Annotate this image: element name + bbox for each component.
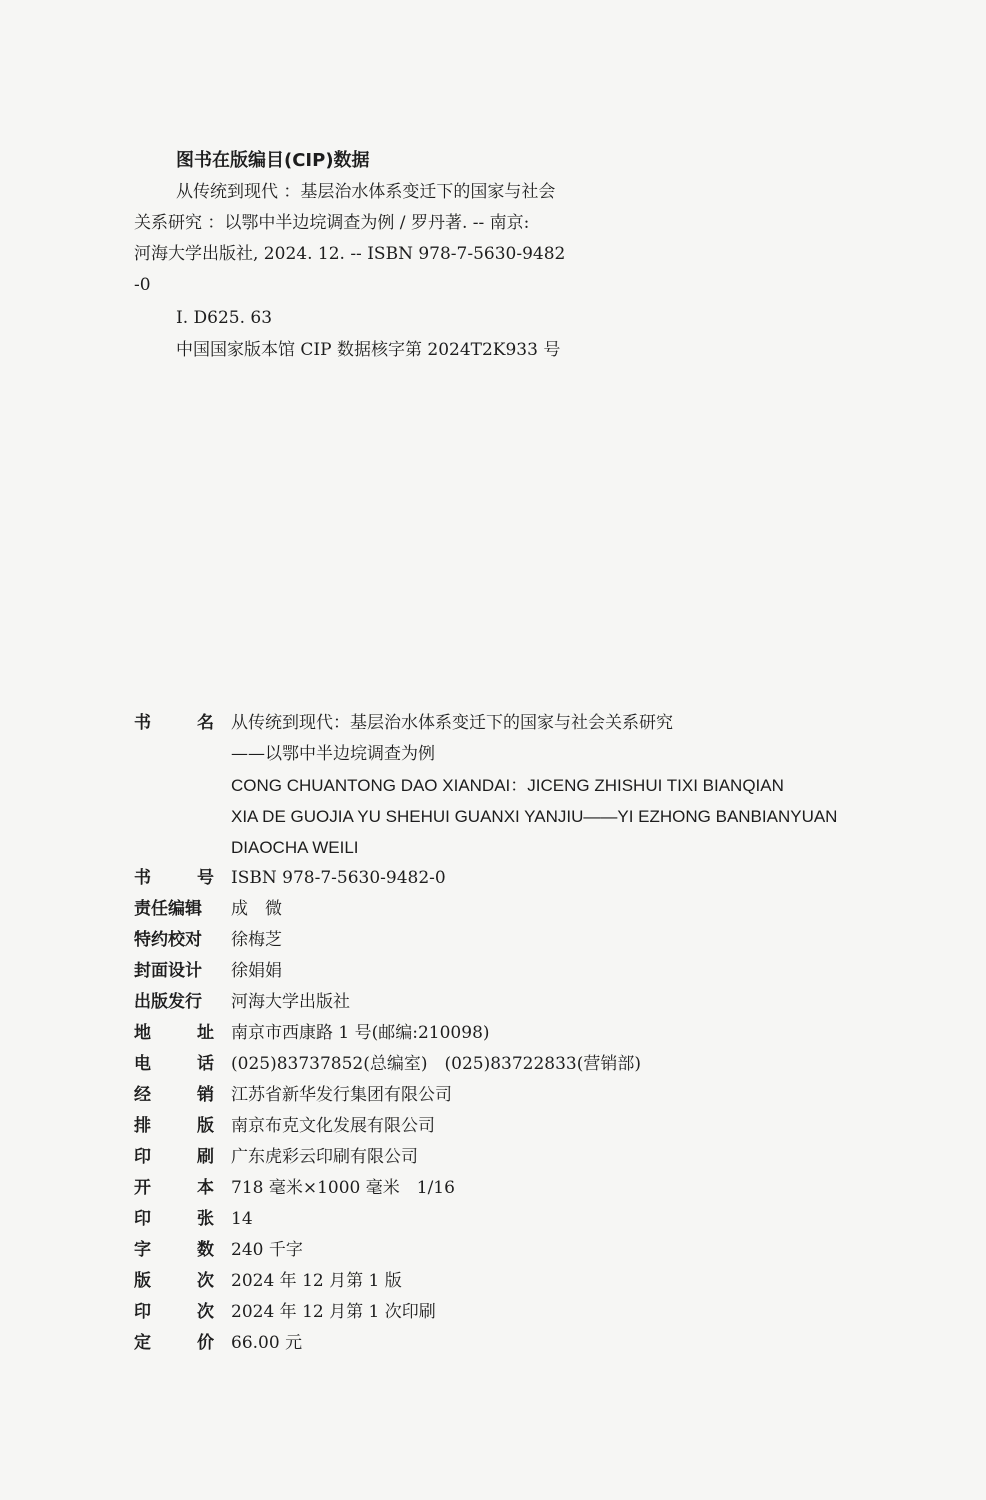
book-title-pinyin-line: DIAOCHA WEILI [231,838,359,857]
colophon-row [134,1266,402,1297]
colophon-value: 南京布克文化发展有限公司 [231,1116,435,1136]
colophon-label: 印 次 [134,1302,214,1322]
book-title-pinyin-line: XIA DE GUOJIA YU SHEHUI GUANXI YANJIU——YI EZHONG BANBIANYUAN [231,807,838,826]
colophon-row [134,987,350,1018]
colophon-label: 责任编辑 [134,899,202,919]
cip-record-number: 中国国家版本馆 CIP 数据核字第 2024T2K933 号 [176,340,561,360]
colophon-label: 封面设计 [134,961,202,981]
colophon-row [134,1049,641,1080]
colophon-label: 出版发行 [134,992,202,1012]
colophon-label: 开 本 [134,1178,214,1198]
colophon-label: 书 名 [134,713,214,733]
colophon-value: 广东虎彩云印刷有限公司 [231,1147,418,1167]
colophon-row-title [134,708,837,863]
colophon-row [134,1173,455,1204]
colophon-label: 版 次 [134,1271,214,1291]
colophon-value: 2024 年 12 月第 1 次印刷 [231,1302,436,1322]
colophon-value: 240 千字 [231,1240,303,1260]
colophon-value: (025)83737852(总编室) (025)83722833(营销部) [231,1054,642,1074]
colophon-label: 地 址 [134,1023,214,1043]
colophon-value: 南京市西康路 1 号(邮编:210098) [231,1023,490,1043]
book-title [231,708,837,863]
colophon-row [134,1111,435,1142]
colophon-label: 印 张 [134,1209,214,1229]
colophon-value: 徐娟娟 [231,961,282,981]
colophon-label: 电 话 [134,1054,214,1074]
cip-line: 关系研究 ：以鄂中半边垸调查为例 / 罗丹著. -- 南京: [134,213,530,233]
colophon-row [134,1235,303,1266]
colophon-value: ISBN 978-7-5630-9482-0 [231,868,446,888]
cip-line: 从传统到现代 ：基层治水体系变迁下的国家与社会 [176,182,556,202]
colophon-label: 字 数 [134,1240,214,1260]
colophon-row [134,1142,418,1173]
colophon-label: 排 版 [134,1116,214,1136]
colophon-row [134,863,446,894]
colophon-label: 印 刷 [134,1147,214,1167]
colophon-row [134,1297,436,1328]
colophon-row [134,1328,302,1359]
colophon-value: 徐梅芝 [231,930,282,950]
colophon-value: 江苏省新华发行集团有限公司 [231,1085,452,1105]
colophon-value: 2024 年 12 月第 1 版 [231,1271,402,1291]
cip-line: 河海大学出版社, 2024. 12. -- ISBN 978-7-5630-9482 [134,244,566,264]
colophon-row [134,956,282,987]
cip-heading: 图书在版编目(CIP)数据 [176,150,370,171]
colophon-row [134,1080,452,1111]
cip-classification: Ⅰ. D625. 63 [176,308,273,328]
colophon-value: 成 微 [231,899,282,919]
colophon-label: 定 价 [134,1333,214,1353]
book-title-line: 从传统到现代：基层治水体系变迁下的国家与社会关系研究 [231,713,673,733]
colophon-value: 66.00 元 [231,1333,303,1353]
colophon-row [134,1018,490,1049]
colophon-label: 书 号 [134,868,214,888]
colophon-label: 特约校对 [134,930,202,950]
cip-line: -0 [134,275,151,295]
colophon-row [134,925,282,956]
book-title-pinyin-line: CONG CHUANTONG DAO XIANDAI：JICENG ZHISHUI TIXI BIANQIAN [231,776,784,795]
colophon-label: 经 销 [134,1085,214,1105]
colophon-value: 河海大学出版社 [231,992,350,1012]
book-subtitle-line: ——以鄂中半边垸调查为例 [231,744,435,764]
colophon-value: 14 [231,1209,253,1229]
colophon-row [134,1204,253,1235]
colophon-value: 718 毫米×1000 毫米 1/16 [231,1178,455,1198]
colophon-row [134,894,282,925]
